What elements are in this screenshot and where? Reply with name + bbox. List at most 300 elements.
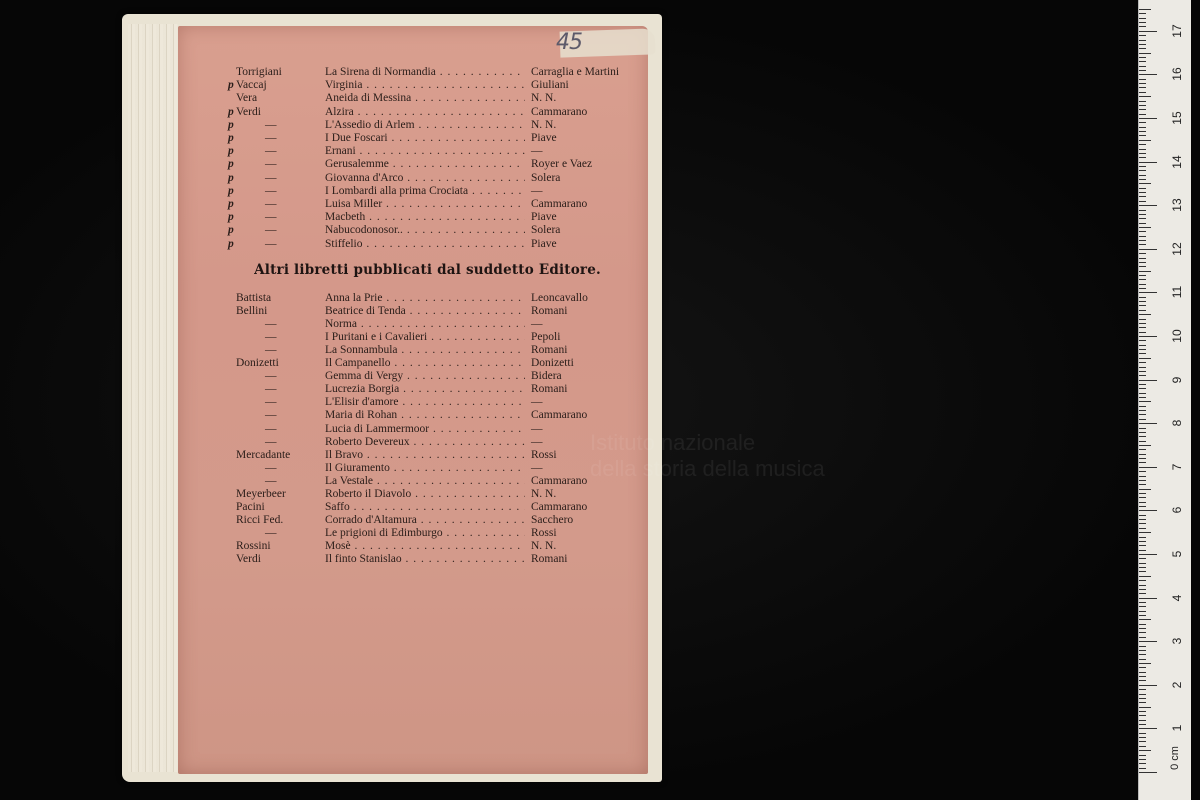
ruler-tick	[1139, 606, 1146, 607]
ruler-tick	[1139, 18, 1146, 19]
ruler-tick	[1139, 297, 1146, 298]
ruler-tick	[1139, 506, 1146, 507]
ruler-number: 2	[1170, 681, 1184, 689]
opera-title: La Vestale . . .	[325, 475, 525, 487]
libretto-row	[0, 357, 650, 370]
librettist-name: —	[531, 396, 543, 409]
librettist-name: Romani	[531, 305, 568, 318]
ruler-tick	[1139, 576, 1151, 577]
librettist-name: Cammarano	[531, 409, 588, 422]
librettist-name: Romani	[531, 383, 568, 396]
ruler-tick	[1139, 131, 1146, 132]
opera-title: I Puritani e i Cavalieri . . .	[325, 331, 525, 343]
ruler-tick	[1139, 166, 1146, 167]
ruler-tick	[1139, 371, 1146, 372]
opera-title: Il finto Stanislao . . .	[325, 553, 525, 565]
ruler-tick	[1139, 201, 1146, 202]
ruler-tick	[1139, 733, 1146, 734]
libretto-row	[0, 383, 650, 396]
opera-title: Ernani . . .	[325, 145, 525, 157]
libretto-row	[0, 198, 650, 211]
ruler-tick	[1139, 720, 1146, 721]
ditto-dash: —	[265, 526, 277, 539]
ruler-tick	[1139, 711, 1146, 712]
librettist-name: Cammarano	[531, 474, 588, 487]
print-marker: p	[228, 79, 234, 92]
ruler-number: 9	[1170, 376, 1184, 383]
ruler-tick	[1139, 183, 1151, 184]
opera-title: Giovanna d'Arco . . .	[325, 172, 525, 184]
ruler-tick	[1139, 471, 1146, 472]
ruler-tick	[1139, 476, 1146, 477]
opera-title: Virginia . . .	[325, 79, 525, 91]
ruler-tick	[1139, 101, 1146, 102]
ruler-tick	[1139, 467, 1157, 468]
ditto-dash: —	[265, 198, 277, 210]
ditto-dash: —	[265, 184, 277, 197]
ruler-tick	[1139, 26, 1146, 27]
ruler-tick	[1139, 57, 1146, 58]
librettist-name: Bidera	[531, 370, 562, 383]
ruler-tick	[1139, 489, 1151, 490]
libretto-row	[0, 66, 650, 79]
ruler-tick	[1139, 685, 1157, 686]
ruler-tick	[1139, 340, 1146, 341]
librettist-name: Royer e Vaez	[531, 158, 593, 171]
librettist-name: —	[531, 461, 543, 474]
ruler-tick	[1139, 135, 1146, 136]
ruler-number: 10	[1170, 329, 1184, 343]
watermark-text	[590, 430, 825, 482]
ruler-tick	[1139, 737, 1146, 738]
ruler-tick	[1139, 140, 1151, 141]
composer-name: Battista	[236, 292, 272, 304]
libretto-row	[0, 475, 650, 488]
ruler-tick	[1139, 397, 1146, 398]
ruler-tick	[1139, 31, 1157, 32]
ruler-number: 4	[1170, 594, 1184, 601]
composer-name: Torrigiani	[236, 66, 282, 78]
ruler-tick	[1139, 659, 1146, 660]
ruler-tick	[1139, 406, 1146, 407]
ruler-tick	[1139, 48, 1146, 49]
ditto-dash: —	[265, 132, 277, 144]
ruler-tick	[1139, 170, 1146, 171]
opera-title: Maria di Rohan . . .	[325, 409, 525, 421]
opera-title: Roberto il Diavolo . . .	[325, 488, 525, 500]
libretto-row	[0, 106, 650, 119]
ruler-tick	[1139, 480, 1146, 481]
ruler-tick	[1139, 528, 1146, 529]
libretto-row	[0, 292, 650, 305]
ditto-dash: —	[265, 370, 277, 383]
pencil-annotation: 45	[556, 30, 582, 55]
libretto-row	[0, 514, 650, 527]
ruler-tick	[1139, 414, 1146, 415]
ditto-dash: —	[265, 383, 277, 396]
ruler-tick	[1139, 192, 1146, 193]
ruler-tick	[1139, 672, 1146, 673]
ruler-tick	[1139, 580, 1146, 581]
composer-name: Meyerbeer	[236, 487, 286, 500]
ruler-tick	[1139, 70, 1146, 71]
ruler-tick	[1139, 554, 1157, 555]
librettist-name: Romani	[531, 553, 568, 565]
ruler-number: 13	[1170, 198, 1184, 212]
ruler-tick	[1139, 680, 1146, 681]
composer-name: Rossini	[236, 539, 271, 552]
ditto-dash: —	[265, 396, 277, 409]
ruler-tick	[1139, 275, 1146, 276]
librettist-name: Rossi	[531, 448, 557, 461]
libretto-row	[0, 396, 650, 409]
ruler-number: 16	[1170, 67, 1184, 82]
ruler-tick	[1139, 772, 1157, 773]
ruler-tick	[1139, 196, 1146, 197]
ruler-tick	[1139, 628, 1146, 629]
libretto-row	[0, 344, 650, 357]
print-marker: p	[228, 171, 234, 184]
ditto-dash: —	[265, 118, 277, 131]
ruler-tick	[1139, 502, 1146, 503]
ruler-number: 3	[1170, 637, 1184, 645]
ruler-tick	[1139, 244, 1146, 245]
watermark-line: della storia della musica	[590, 456, 825, 481]
ruler-tick	[1139, 410, 1146, 411]
ruler-tick	[1139, 205, 1157, 206]
libretto-row	[0, 158, 650, 171]
libretto-row	[0, 305, 650, 318]
ruler-tick	[1139, 301, 1146, 302]
ruler-tick	[1139, 763, 1146, 764]
ruler-tick	[1139, 292, 1157, 293]
librettist-name: Romani	[531, 344, 568, 357]
ruler-tick	[1139, 654, 1146, 655]
ruler-tick	[1139, 236, 1146, 237]
print-marker: p	[228, 224, 234, 237]
libretto-row	[0, 211, 650, 224]
ditto-dash: —	[265, 224, 277, 237]
ruler-tick	[1139, 118, 1157, 119]
ruler-tick	[1139, 619, 1151, 620]
ditto-dash: —	[265, 409, 277, 422]
ruler-tick	[1139, 541, 1146, 542]
ruler-tick	[1139, 611, 1146, 612]
ditto-dash: —	[265, 422, 277, 435]
ditto-dash: —	[265, 461, 277, 474]
libretto-row	[0, 423, 650, 436]
libretto-row	[0, 318, 650, 331]
opera-title: L'Assedio di Arlem . . .	[325, 119, 525, 131]
ruler-tick	[1139, 214, 1146, 215]
ruler-tick	[1139, 380, 1157, 381]
libretto-row	[0, 119, 650, 132]
opera-title: Stiffelio . . .	[325, 238, 525, 250]
ruler-tick	[1139, 310, 1146, 311]
ruler-tick	[1139, 162, 1157, 163]
ruler-tick	[1139, 127, 1146, 128]
ruler-tick	[1139, 432, 1146, 433]
ruler-tick	[1139, 332, 1146, 333]
ruler-tick	[1139, 384, 1146, 385]
librettist-name: Cammarano	[531, 198, 588, 210]
ruler-tick	[1139, 367, 1146, 368]
ruler-tick	[1139, 253, 1146, 254]
ruler-tick	[1139, 188, 1146, 189]
ruler-tick	[1139, 593, 1146, 594]
libretto-row	[0, 449, 650, 462]
librettist-name: Carraglia e Martini	[531, 66, 620, 78]
ditto-dash: —	[265, 211, 277, 224]
librettist-name: N. N.	[531, 118, 557, 131]
ruler-tick	[1139, 336, 1157, 337]
librettist-name: —	[531, 184, 543, 197]
ruler-tick	[1139, 144, 1146, 145]
print-marker: p	[228, 145, 234, 158]
composer-name: Donizetti	[236, 357, 279, 370]
librettist-name: Solera	[531, 224, 561, 237]
ruler-tick	[1139, 227, 1151, 228]
libretto-row	[0, 172, 650, 185]
ruler-tick	[1139, 759, 1146, 760]
print-marker: p	[228, 158, 234, 171]
composer-name: Ricci Fed.	[236, 513, 284, 526]
opera-title: Alzira . . .	[325, 106, 525, 118]
ruler-tick	[1139, 327, 1146, 328]
ruler-tick	[1139, 449, 1146, 450]
ruler-tick	[1139, 589, 1146, 590]
composer-name: Pacini	[236, 500, 265, 513]
ruler-tick	[1139, 393, 1146, 394]
ruler-tick	[1139, 493, 1146, 494]
ruler-number: 1	[1170, 725, 1184, 732]
librettist-name: N. N.	[531, 92, 557, 105]
ruler-tick	[1139, 87, 1146, 88]
ruler-tick	[1139, 319, 1146, 320]
ruler-tick	[1139, 637, 1146, 638]
ruler-tick	[1139, 741, 1146, 742]
print-marker: p	[228, 118, 234, 131]
libretto-row	[0, 224, 650, 237]
ruler-tick	[1139, 523, 1146, 524]
ruler-tick	[1139, 715, 1146, 716]
ruler-tick	[1139, 122, 1146, 123]
libretto-row	[0, 92, 650, 105]
ruler-tick	[1139, 157, 1146, 158]
ruler-number: 14	[1170, 154, 1184, 169]
ruler-tick	[1139, 388, 1146, 389]
ruler-tick	[1139, 349, 1146, 350]
opera-title: Corrado d'Altamura . . .	[325, 514, 525, 526]
opera-title: Aneida di Messina . . .	[325, 92, 525, 104]
ruler-tick	[1139, 458, 1146, 459]
ruler-tick	[1139, 545, 1146, 546]
opera-title: Nabucodonosor.. . . .	[325, 224, 525, 236]
ruler-tick	[1139, 532, 1151, 533]
ruler-tick	[1139, 362, 1146, 363]
librettist-name: N. N.	[531, 487, 557, 500]
ruler-tick	[1139, 61, 1146, 62]
ruler-tick	[1139, 231, 1146, 232]
opera-title: Anna la Prie . . .	[325, 292, 525, 304]
ruler-tick	[1139, 558, 1146, 559]
composer-name: Verdi	[236, 105, 261, 118]
ruler-tick	[1139, 602, 1146, 603]
opera-title: Macbeth . . .	[325, 211, 525, 223]
ruler-tick	[1139, 284, 1146, 285]
ruler-number: 15	[1170, 111, 1184, 125]
ditto-dash: —	[265, 171, 277, 184]
opera-title: Norma . . .	[325, 318, 525, 330]
print-marker: p	[228, 184, 234, 197]
ruler-tick	[1139, 53, 1151, 54]
librettist-name: Piave	[531, 132, 557, 144]
opera-title: Beatrice di Tenda . . .	[325, 305, 525, 317]
print-marker: p	[228, 211, 234, 224]
libretto-row	[0, 488, 650, 501]
ruler-tick	[1139, 35, 1146, 36]
libretto-row	[0, 553, 650, 566]
ruler-tick	[1139, 271, 1151, 272]
ruler-number: 5	[1170, 550, 1184, 558]
ruler-tick	[1139, 210, 1146, 211]
opera-title: Lucia di Lammermoor . . .	[325, 423, 525, 435]
librettist-name: Solera	[531, 171, 561, 184]
ruler-tick	[1139, 755, 1146, 756]
opera-title: I Lombardi alla prima Crociata . . .	[325, 185, 525, 197]
ruler-tick	[1139, 314, 1151, 315]
librettist-name: Piave	[531, 211, 557, 224]
opera-title: Gemma di Vergy . . .	[325, 370, 525, 382]
ruler-tick	[1139, 223, 1146, 224]
ruler-tick	[1139, 724, 1146, 725]
opera-title: Il Giuramento . . .	[325, 462, 525, 474]
opera-title: Saffo . . .	[325, 501, 525, 513]
libretto-row	[0, 370, 650, 383]
ruler-tick	[1139, 445, 1151, 446]
ruler-number: 11	[1170, 286, 1184, 299]
ruler-tick	[1139, 288, 1146, 289]
librettist-name: Pepoli	[531, 331, 561, 344]
ruler-number: 12	[1170, 242, 1184, 256]
libretto-row	[0, 462, 650, 475]
ruler-tick	[1139, 419, 1146, 420]
librettist-name: Sacchero	[531, 513, 574, 526]
measuring-ruler	[1138, 0, 1191, 800]
ruler-tick	[1139, 550, 1146, 551]
libretto-row	[0, 501, 650, 514]
ruler-tick	[1139, 650, 1146, 651]
ruler-tick	[1139, 694, 1146, 695]
ruler-tick	[1139, 83, 1146, 84]
section-heading: Altri libretti pubblicati dal suddetto Editore.	[254, 262, 601, 278]
ruler-tick	[1139, 92, 1146, 93]
ditto-dash: —	[265, 331, 277, 344]
ruler-tick	[1139, 375, 1146, 376]
print-marker: p	[228, 105, 234, 118]
librettist-name: Donizetti	[531, 357, 574, 370]
ruler-tick	[1139, 249, 1157, 250]
ruler-tick	[1139, 345, 1146, 346]
ruler-tick	[1139, 114, 1146, 115]
ruler-tick	[1139, 484, 1146, 485]
libretto-row	[0, 331, 650, 344]
ditto-dash: —	[265, 344, 277, 357]
ditto-dash: —	[265, 318, 277, 331]
opera-title: Il Campanello . . .	[325, 357, 525, 369]
ruler-tick	[1139, 436, 1146, 437]
libretto-row	[0, 185, 650, 198]
ruler-tick	[1139, 454, 1146, 455]
ruler-number: 17	[1170, 24, 1184, 38]
ruler-tick	[1139, 441, 1146, 442]
ruler-tick	[1139, 768, 1146, 769]
opera-title: Il Bravo . . .	[325, 449, 525, 461]
ruler-tick	[1139, 462, 1146, 463]
ruler-tick	[1139, 567, 1146, 568]
ruler-tick	[1139, 74, 1157, 75]
ruler-tick	[1139, 218, 1146, 219]
composer-name: Vera	[236, 92, 258, 105]
opera-title: Gerusalemme . . .	[325, 158, 525, 170]
ruler-tick	[1139, 9, 1151, 10]
ruler-tick	[1139, 423, 1157, 424]
libretto-row	[0, 436, 650, 449]
print-marker: p	[228, 198, 234, 210]
ruler-tick	[1139, 646, 1146, 647]
ruler-tick	[1139, 305, 1146, 306]
ruler-tick	[1139, 515, 1146, 516]
ruler-tick	[1139, 663, 1151, 664]
libretto-row	[0, 540, 650, 553]
ruler-tick	[1139, 262, 1146, 263]
ruler-tick	[1139, 519, 1146, 520]
composer-name: Verdi	[236, 553, 261, 565]
ruler-tick	[1139, 571, 1146, 572]
print-marker: p	[228, 237, 234, 250]
opera-title: Luisa Miller . . .	[325, 198, 525, 210]
ruler-tick	[1139, 96, 1151, 97]
ruler-tick	[1139, 358, 1151, 359]
ruler-tick	[1139, 537, 1146, 538]
ditto-dash: —	[265, 237, 277, 250]
watermark-line: Istituto nazionale	[590, 430, 756, 455]
librettist-name: Leoncavallo	[531, 292, 588, 304]
opera-title: Le prigioni di Edimburgo . . .	[325, 527, 525, 539]
ruler-tick	[1139, 179, 1146, 180]
librettist-name: N. N.	[531, 539, 557, 552]
opera-title: Lucrezia Borgia . . .	[325, 383, 525, 395]
ruler-unit-label: 0 cm	[1168, 746, 1181, 770]
composer-name: Bellini	[236, 305, 268, 318]
ruler-tick	[1139, 563, 1146, 564]
libretto-row	[0, 238, 650, 251]
ruler-tick	[1139, 175, 1146, 176]
opera-title: Mosè . . .	[325, 540, 525, 552]
ruler-tick	[1139, 44, 1146, 45]
ruler-tick	[1139, 598, 1157, 599]
ruler-tick	[1139, 13, 1146, 14]
opera-title: La Sirena di Normandia . . .	[325, 66, 525, 78]
ruler-tick	[1139, 66, 1146, 67]
opera-title: I Due Foscari . . .	[325, 132, 525, 144]
ruler-tick	[1139, 750, 1151, 751]
ditto-dash: —	[265, 435, 277, 448]
librettist-name: —	[531, 318, 543, 331]
composer-name: Vaccaj	[236, 79, 267, 92]
ruler-tick	[1139, 240, 1146, 241]
opera-title: La Sonnambula . . .	[325, 344, 525, 356]
